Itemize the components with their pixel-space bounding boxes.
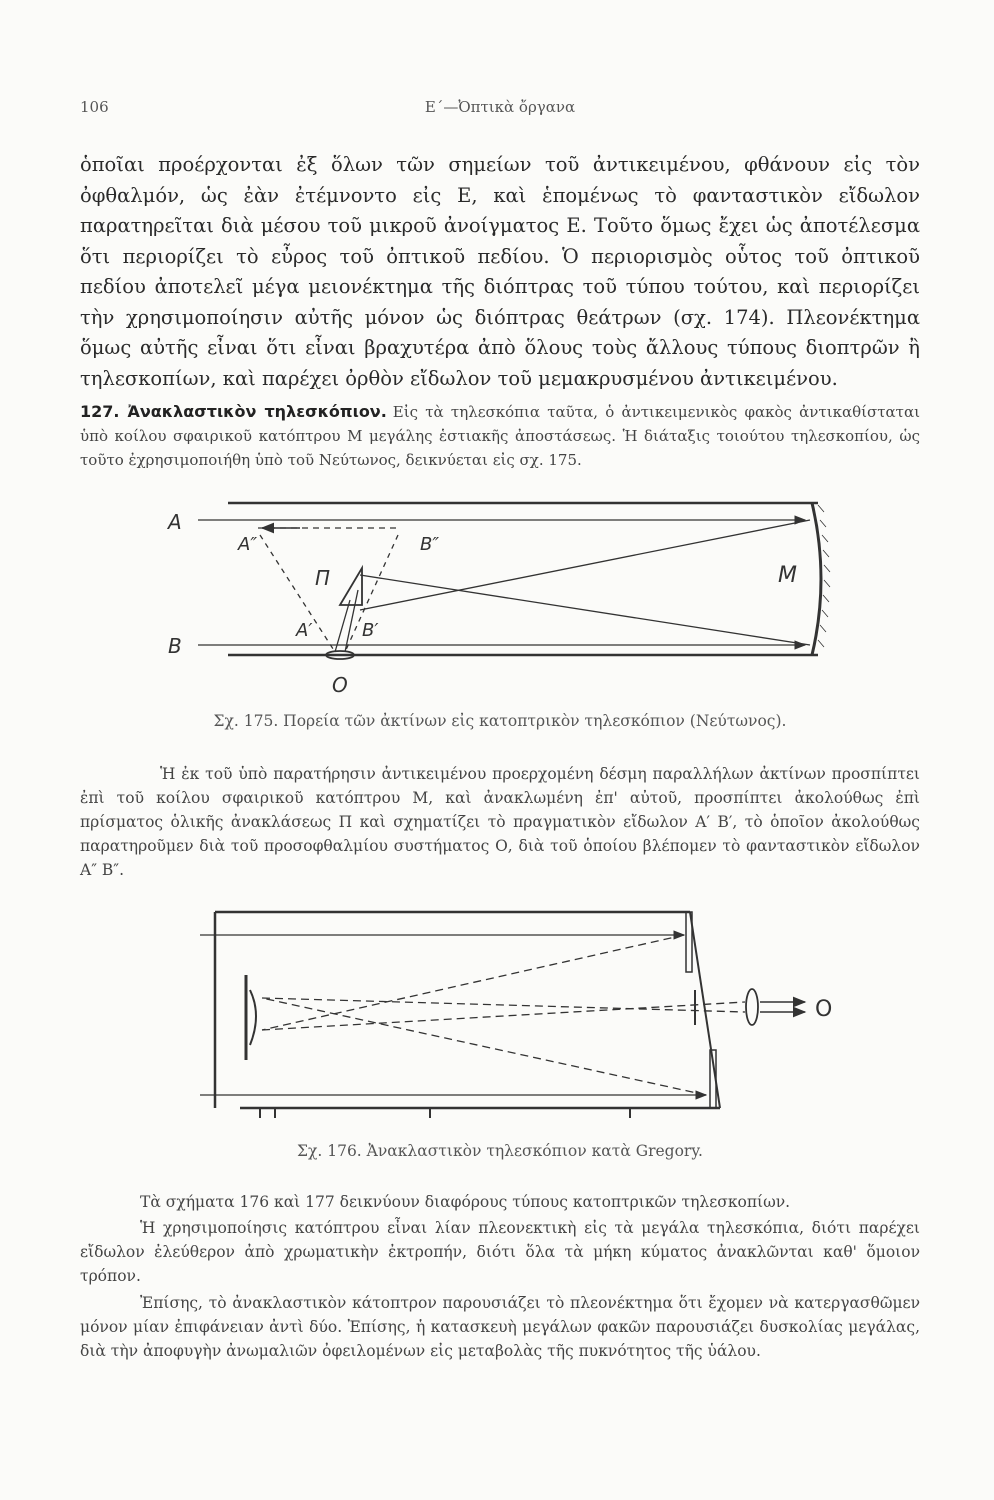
figure-176-caption: Σχ. 176. Ἀνακλαστικὸν τηλεσκόπιον κατὰ Gregory. xyxy=(297,1142,703,1160)
section-127 xyxy=(80,400,920,472)
label-B-prime: B′ xyxy=(362,620,379,641)
section-text: Εἰς τὰ τηλεσκόπια ταῦτα, ὁ ἀντικειμενικὸς φακὸς ἀντικαθίσταται ὑπὸ κοίλου σφαιρικοῦ κατόπτρου Μ μεγάλης ἑστιακῆς ἀποστάσεως. Ἡ διάταξις τοιούτου τηλεσκοπίου, ὡς τοῦτο ἐχρησιμοποιήθη ὑπὸ τοῦ Νεύτωνος, δεικνύεται εἰς σχ. 175. xyxy=(80,403,920,469)
label-O-eyepiece: O xyxy=(332,673,348,697)
body-paragraph-1: Ἡ ἐκ τοῦ ὑπὸ παρατήρησιν ἀντικειμένου προερχομένη δέσμη παραλλήλων ἀκτίνων προσπίπτει ἐπὶ τοῦ κοίλου σφαιρικοῦ κατόπτρου Μ, καὶ ἀνακλωμένη ἐπ' αὐτοῦ, προσπίπτει ἀκολούθως ἐπὶ πρίσματος ὁλικῆς ἀνακλάσεως Π καὶ σχηματίζει τὸ πραγματικὸν εἴδωλον Α′ Β′, τὸ ὁποῖον ἀκολούθως παρατηροῦμεν διὰ τοῦ προσοφθαλμίου συστήματος Ο, διὰ τοῦ ὁποίου βλέπομεν τὸ φανταστικὸν εἴδωλον Α″ Β″. xyxy=(80,765,920,879)
figure-175-newtonian-telescope xyxy=(0,495,994,705)
label-A-double-prime: A″ xyxy=(238,534,258,555)
page-header xyxy=(80,98,920,122)
label-M-mirror: M xyxy=(778,563,797,588)
label-A: A xyxy=(168,510,182,534)
figure-176-gregory-telescope xyxy=(0,895,994,1130)
body-paragraph-2: Τὰ σχήματα 176 καὶ 177 δεικνύουν διαφόρους τύπους κατοπτρικῶν τηλεσκοπίων. xyxy=(140,1193,791,1211)
body-paragraph-4: Ἐπίσης, τὸ ἀνακλαστικὸν κάτοπτρον παρουσιάζει τὸ πλεονέκτημα ὅτι ἔχομεν νὰ κατεργασθῶμεν μόνον μίαν ἐπιφάνειαν ἀντὶ δύο. Ἐπίσης, ἡ κατασκευὴ μεγάλων φακῶν παρουσιάζει δυσκολίας μεγάλας, διὰ τὴν ἀποφυγὴν ἀνωμαλιῶν ὀφειλομένων εἰς μεταβολὰς τῆς πυκνότητος τῆς ὑάλου. xyxy=(80,1294,920,1360)
figure-175-caption: Σχ. 175. Πορεία τῶν ἀκτίνων εἰς κατοπτρικὸν τηλεσκόπιον (Νεύτωνος). xyxy=(213,712,787,730)
label-O-eye: O xyxy=(815,997,833,1022)
label-P-prism: Π xyxy=(315,566,331,590)
body-paragraph-3: Ἡ χρησιμοποίησις κατόπτρου εἶναι λίαν πλεονεκτικὴ εἰς τὰ μεγάλα τηλεσκόπια, διότι παρέχει εἴδωλον ἐλεύθερον ἀπὸ χρωματικὴν ἐκτροπήν, διότι ὅλα τὰ μήκη κύματος ἀνακλῶνται καθ' ὅμοιον τρόπον. xyxy=(80,1219,920,1285)
label-A-prime: A′ xyxy=(296,620,313,641)
section-heading: 127. Ἀνακλαστικὸν τηλεσκόπιον. xyxy=(80,402,387,421)
running-title: Ε΄—Ὀπτικὰ ὄργανα xyxy=(424,98,576,116)
label-B-double-prime: B″ xyxy=(420,534,440,555)
label-B: B xyxy=(168,634,182,658)
intro-paragraph: ὁποῖαι προέρχονται ἐξ ὅλων τῶν σημείων τοῦ ἀντικειμένου, φθάνουν εἰς τὸν ὀφθαλμόν, ὡς ἐὰν ἐτέμνοντο εἰς Ε, καὶ ἑπομένως τὸ φανταστικὸν εἴδωλον παρατηρεῖται διὰ μέσου τοῦ μικροῦ ἀνοίγματος Ε. Τοῦτο ὅμως ἔχει ὡς ἀποτέλεσμα ὅτι περιορίζει τὸ εὖρος τοῦ ὀπτικοῦ πεδίου. Ὁ περιορισμὸς οὗτος τοῦ ὀπτικοῦ πεδίου ἀποτελεῖ μέγα μειονέκτημα τῆς διόπτρας τοῦ τύπου τούτου, καὶ περιορίζει τὴν χρησιμοποίησιν αὐτῆς μόνον ὡς διόπτρας θεάτρων (σχ. 174). Πλεονέκτημα ὅμως αὐτῆς εἶναι ὅτι εἶναι βραχυτέρα ἀπὸ ὅλους τοὺς ἄλλους τύπους διοπτρῶν ἢ τηλεσκοπίων, καὶ παρέχει ὀρθὸν εἴδωλον τοῦ μεμακρυσμένου ἀντικειμένου. xyxy=(80,153,920,390)
page-number: 106 xyxy=(80,98,109,116)
